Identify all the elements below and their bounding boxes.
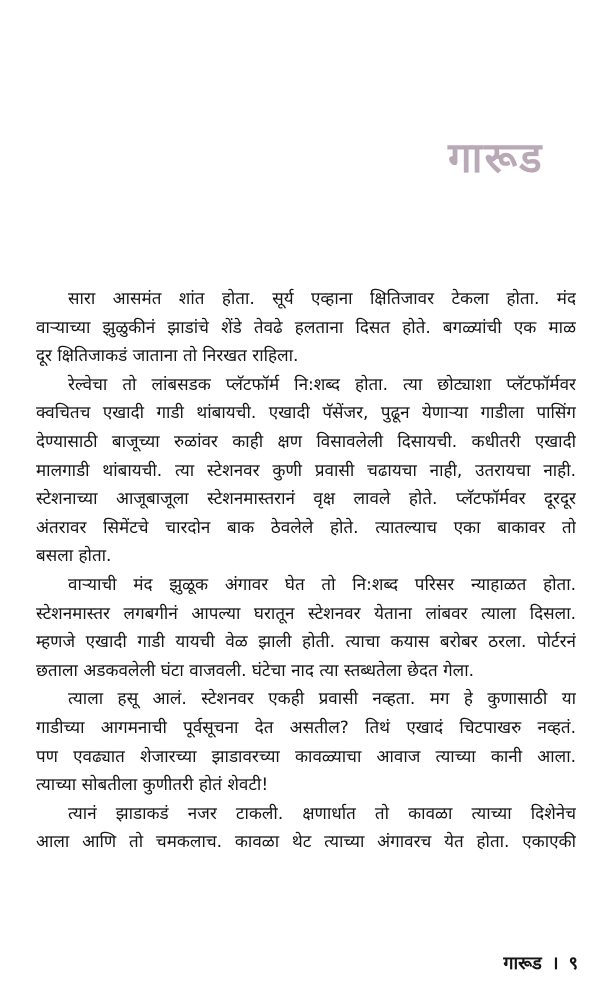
paragraph-2 [36,371,576,571]
text-line: रेल्वेचा तो लांबसडक प्लॅटफॉर्म नि:शब्द होता. त्या छोट्याशा प्लॅटफॉर्मवर [68,374,576,395]
running-title: गारूड [503,953,542,974]
text-line: बसला होता. [36,546,112,567]
text-line: त्याच्या सोबतीला कुणीतरी होतं शेवटी! [36,775,269,796]
text-line: गाडीच्या आगमनाची पूर्वसूचना देत असतील? तिथं एखादं चिटपाखरु नव्हतं. [36,717,576,738]
text-line: मालगाडी थांबायची. त्या स्टेशनवर कुणी प्रवासी चढायचा नाही, उतरायचा नाही. [36,460,576,481]
paragraph-3 [36,571,576,685]
paragraph-4 [36,685,576,799]
text-line: वाऱ्याची मंद झुळूक अंगावर घेत तो नि:शब्द परिसर न्याहाळत होता. [68,574,576,595]
text-line: पण एवढ्यात शेजारच्या झाडावरच्या कावळ्याचा आवाज त्याच्या कानी आला. [36,746,576,767]
text-line: देण्यासाठी बाजूच्या रुळांवर काही क्षण विसावलेली दिसायची. कधीतरी एखादी [36,431,576,452]
paragraph-5 [36,800,576,857]
body-text [36,285,576,857]
text-line: स्टेशनमास्तर लगबगीनं आपल्या घरातून स्टेशनवर येताना लांबवर त्याला दिसला. [36,603,576,624]
text-line: छताला अडकवलेली घंटा वाजवली. घंटेचा नाद त्या स्तब्धतेला छेदत गेला. [36,660,475,681]
text-line: म्हणजे एखादी गाडी यायची वेळ झाली होती. त्याचा कयास बरोबर ठरला. पोर्टरनं [36,632,576,653]
paragraph-1 [36,285,576,371]
text-line: अंतरावर सिमेंटचे चारदोन बाक ठेवलेले होते. त्यातल्याच एका बाकावर तो [36,517,576,538]
text-line: स्टेशनाच्या आजूबाजूला स्टेशनमास्तरानं वृक्ष लावले होते. प्लॅटफॉर्मवर दूरदूर [36,489,576,510]
text-line: वाऱ्याच्या झुळुकीनं झाडांचे शेंडे तेवढे हलताना दिसत होते. बगळ्यांची एक माळ [36,317,576,338]
text-line: सारा आसमंत शांत होता. सूर्य एव्हाना क्षितिजावर टेकला होता. मंद [68,289,576,309]
chapter-title: गारूड [448,133,544,182]
text-line: दूर क्षितिजाकडं जाताना तो निरखत राहिला. [36,346,299,367]
text-line: त्याला हसू आलं. स्टेशनवर एकही प्रवासी नव्हता. मग हे कुणासाठी या [68,689,576,710]
page-footer [503,951,578,975]
page-number: ९ [568,953,578,974]
text-line: क्वचितच एखादी गाडी थांबायची. एखादी पॅसेंजर, पुढून येणाऱ्या गाडीला पासिंग [36,403,576,424]
text-line: आला आणि तो चमकलाच. कावळा थेट त्याच्या अंगावरच येत होता. एकाएकी [36,832,576,853]
footer-separator: । [551,953,559,974]
text-line: त्यानं झाडाकडं नजर टाकली. क्षणार्धात तो कावळा त्याच्या दिशेनेच [68,803,576,824]
